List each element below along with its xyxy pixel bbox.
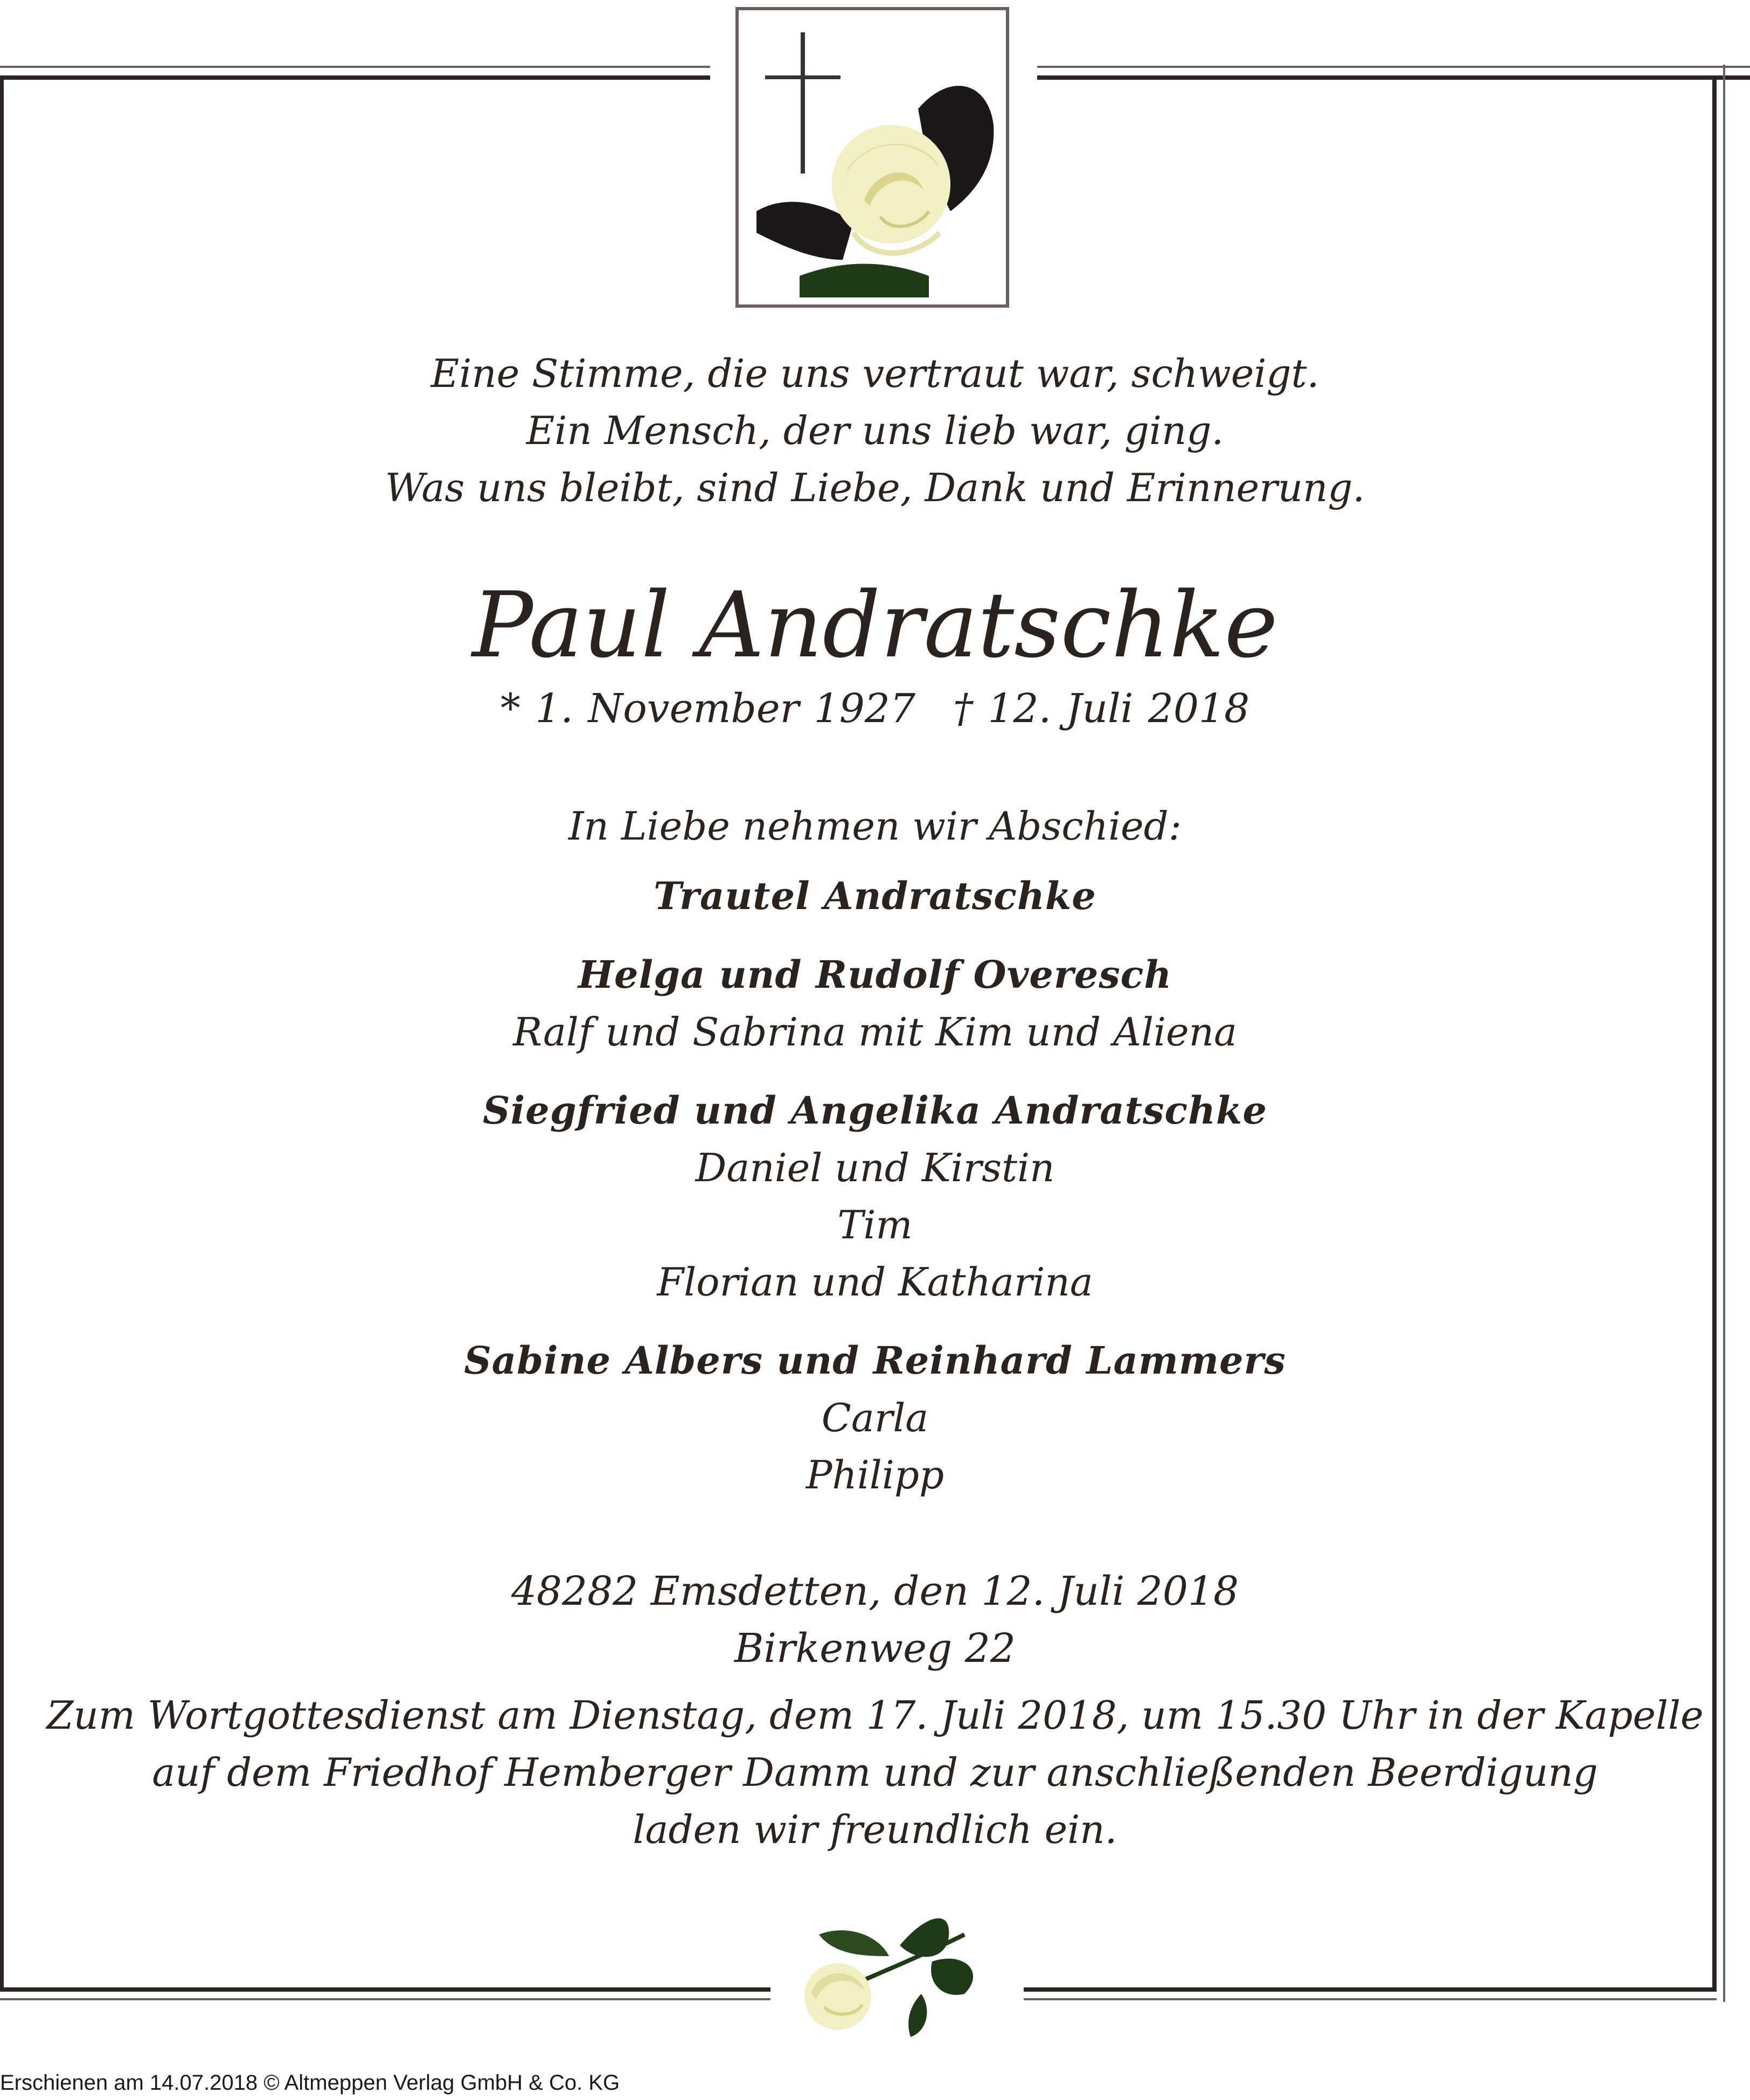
life-dates (0, 679, 1750, 738)
family-member: Philipp (805, 1452, 945, 1498)
family-head: Siegfried und Angelika Andratschke (483, 1088, 1267, 1133)
family-member: Ralf und Sabrina mit Kim und Aliena (513, 1009, 1237, 1055)
place-and-address (0, 1563, 1750, 1677)
family-head: Helga und Rudolf Overesch (578, 952, 1172, 997)
place-date: 48282 Emsdetten, den 12. Juli 2018 (511, 1568, 1239, 1614)
frame-bottom-left (0, 1987, 770, 1992)
deceased-name: Paul Andratschke (472, 572, 1278, 678)
street-address: Birkenweg 22 (734, 1625, 1016, 1672)
publication-footer: Erschienen am 14.07.2018 © Altmeppen Verlag GmbH & Co. KG (0, 2071, 620, 2095)
service-line: laden wir freundlich ein. (633, 1807, 1117, 1852)
death-date: † 12. Juli 2018 (953, 685, 1250, 732)
family-member: Daniel und Kirstin (695, 1145, 1055, 1190)
family-member: Florian und Katharina (657, 1259, 1093, 1305)
farewell-intro: In Liebe nehmen wir Abschied: (568, 803, 1182, 849)
poem (0, 345, 1750, 516)
frame-top-right (1037, 75, 1750, 80)
cross-rose-emblem (735, 6, 1010, 308)
service-line: auf dem Friedhof Hemberger Damm und zur anschließenden Beerdigung (152, 1750, 1598, 1795)
poem-line: Was uns bleibt, sind Liebe, Dank und Erinnerung. (385, 465, 1365, 510)
poem-line: Ein Mensch, der uns lieb war, ging. (526, 408, 1224, 453)
family-head: Sabine Albers und Reinhard Lammers (464, 1338, 1286, 1383)
family-head: Trautel Andratschke (654, 874, 1096, 918)
mourners-list (0, 868, 1750, 1503)
family-member: Tim (837, 1202, 913, 1247)
rose-icon (770, 1902, 1024, 2042)
birth-date: * 1. November 1927 (500, 685, 915, 732)
poem-line: Eine Stimme, die uns vertraut war, schweigt. (430, 351, 1320, 396)
family-member: Carla (821, 1395, 929, 1440)
service-line: Zum Wortgottesdienst am Dienstag, dem 17. Juli 2018, um 15.30 Uhr in der Kapelle (46, 1693, 1704, 1738)
frame-bottom-right (1024, 1987, 1717, 1992)
frame-top-left (0, 75, 710, 80)
service-notice (0, 1687, 1750, 1858)
